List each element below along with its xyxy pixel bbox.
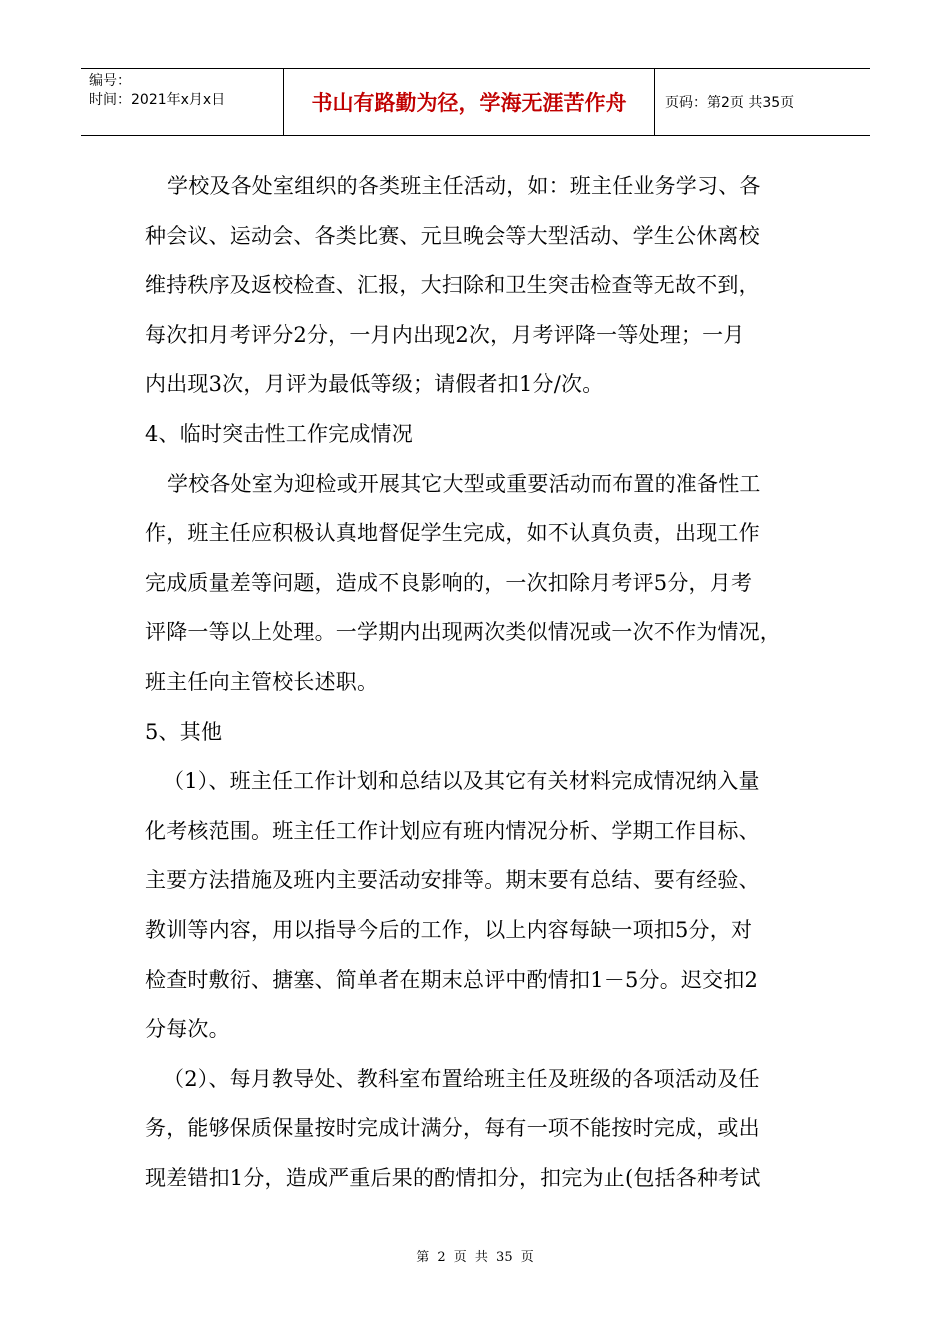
paragraph-line: （1）、班主任工作计划和总结以及其它有关材料完成情况纳入量 [163, 769, 760, 794]
header-motto: 书山有路勤为径，学海无涯苦作舟 [283, 69, 655, 135]
document-body [145, 162, 825, 1203]
paragraph-line: 内出现3次，月评为最低等级；请假者扣1分/次。 [145, 372, 604, 397]
paragraph-line: 作，班主任应积极认真地督促学生完成，如不认真负责，出现工作 [145, 521, 760, 546]
paragraph-line: 学校及各处室组织的各类班主任活动，如：班主任业务学习、各 [167, 174, 761, 198]
section-heading: 4、临时突击性工作完成情况 [145, 421, 413, 446]
paragraph-line: 每次扣月考评分2分，一月内出现2次，月考评降一等处理；一月 [145, 322, 745, 347]
paragraph-line: 主要方法措施及班内主要活动安排等。期末要有总结、要有经验、 [145, 868, 760, 893]
paragraph-line: 维持秩序及返校检查、汇报，大扫除和卫生突击检查等无故不到， [145, 273, 760, 298]
header-page-info: 页码：第2页 共35页 [665, 95, 795, 111]
paragraph-line: 种会议、运动会、各类比赛、元旦晚会等大型活动、学生公休离校 [145, 223, 760, 248]
header-meta [81, 69, 283, 135]
paragraph-line: （2）、每月教导处、教科室布置给班主任及班级的各项活动及任 [163, 1066, 760, 1091]
paragraph-line: 检查时敷衍、搪塞、简单者在期末总评中酌情扣1－5分。迟交扣2 [145, 967, 759, 992]
paragraph-line: 化考核范围。班主任工作计划应有班内情况分析、学期工作目标、 [145, 818, 760, 843]
paragraph-line: 教训等内容，用以指导今后的工作，以上内容每缺一项扣5分，对 [145, 917, 753, 942]
section-heading: 5、其他 [145, 719, 223, 744]
paragraph-line: 分每次。 [145, 1017, 230, 1042]
document-number-label: 编号： [89, 73, 131, 89]
paragraph-line: 现差错扣1分，造成严重后果的酌情扣分，扣完为止(包括各种考试 [145, 1165, 761, 1190]
paragraph-line: 完成质量差等问题，造成不良影响的，一次扣除月考评5分，月考 [145, 570, 753, 595]
document-date: 时间：2021年x月x日 [89, 92, 226, 108]
paragraph-line: 学校各处室为迎检或开展其它大型或重要活动而布置的准备性工 [167, 471, 761, 496]
page-footer: 第 2 页 共 35 页 [416, 1250, 534, 1265]
paragraph-line: 班主任向主管校长述职。 [145, 669, 379, 694]
page-header [81, 68, 870, 136]
paragraph-line: 评降一等以上处理。一学期内出现两次类似情况或一次不作为情况， [145, 620, 781, 645]
paragraph-line: 务，能够保质保量按时完成计满分，每有一项不能按时完成，或出 [145, 1116, 760, 1141]
